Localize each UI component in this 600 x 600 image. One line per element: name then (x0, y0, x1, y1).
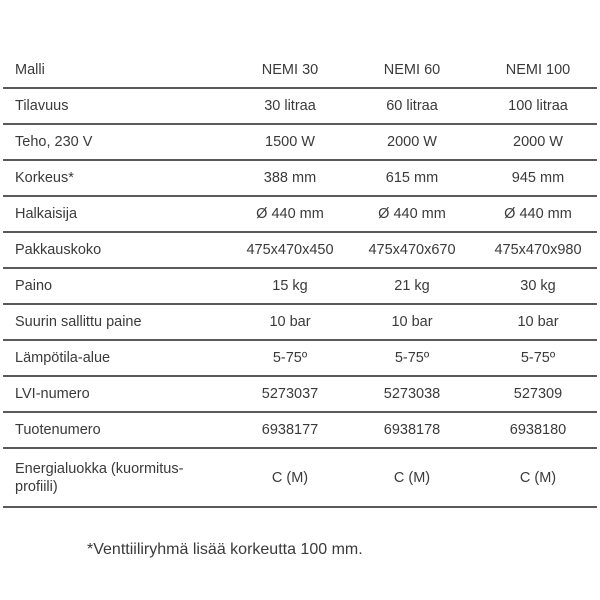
table-row (3, 341, 597, 377)
cell-3: 10 bar (517, 314, 559, 330)
row-label: Pakkauskoko (15, 242, 102, 258)
cell-1: 6938177 (261, 422, 319, 438)
table-row (3, 449, 597, 508)
table-row (3, 413, 597, 449)
cell-1: 15 kg (272, 278, 308, 294)
cell-2: 6938178 (383, 422, 441, 438)
row-label: Tilavuus (15, 98, 69, 114)
cell-2: 2000 W (387, 134, 437, 150)
cell-2: 475x470x670 (368, 242, 456, 258)
cell-1: 475x470x450 (246, 242, 334, 258)
spec-table (3, 53, 597, 508)
row-label: LVI-numero (15, 386, 90, 402)
row-label: Halkaisija (15, 206, 78, 222)
cell-1: 388 mm (263, 170, 317, 186)
table-row (3, 269, 597, 305)
cell-3: 30 kg (520, 278, 556, 294)
cell-3: 527309 (513, 386, 563, 402)
row-label: Suurin sallittu paine (15, 314, 142, 330)
cell-2: Ø 440 mm (378, 206, 446, 222)
table-row (3, 305, 597, 341)
cell-3: 475x470x980 (494, 242, 582, 258)
table-row (3, 233, 597, 269)
row-label: Malli (15, 62, 45, 78)
cell-1: NEMI 30 (261, 62, 319, 78)
cell-2: 5-75º (394, 350, 430, 366)
row-label: Tuotenumero (15, 422, 101, 438)
cell-1: C (M) (271, 469, 309, 486)
row-label: Paino (15, 278, 53, 294)
cell-1: 5273037 (261, 386, 319, 402)
cell-2: 5273038 (383, 386, 441, 402)
cell-1: Ø 440 mm (256, 206, 324, 222)
cell-2: 615 mm (385, 170, 439, 186)
header-row (3, 53, 597, 89)
cell-3: C (M) (519, 469, 557, 486)
cell-2: 60 litraa (386, 98, 438, 114)
row-label: Energialuokka (kuormitus-profiili) (15, 460, 184, 495)
cell-3: 945 mm (511, 170, 565, 186)
footnote: *Venttiiliryhmä lisää korkeutta 100 mm. (87, 541, 363, 558)
cell-1: 1500 W (265, 134, 315, 150)
table-row (3, 161, 597, 197)
row-label: Teho, 230 V (15, 134, 93, 150)
cell-3: NEMI 100 (505, 62, 571, 78)
cell-1: 5-75º (272, 350, 308, 366)
cell-2: NEMI 60 (383, 62, 441, 78)
cell-3: Ø 440 mm (504, 206, 572, 222)
cell-3: 5-75º (520, 350, 556, 366)
row-label: Korkeus* (15, 170, 74, 186)
cell-2: C (M) (393, 469, 431, 486)
cell-3: 2000 W (513, 134, 563, 150)
table-row (3, 377, 597, 413)
cell-3: 6938180 (509, 422, 567, 438)
cell-1: 30 litraa (264, 98, 316, 114)
cell-1: 10 bar (269, 314, 311, 330)
cell-3: 100 litraa (508, 98, 568, 114)
row-label: Lämpötila-alue (15, 350, 111, 366)
table-row (3, 125, 597, 161)
table-row (3, 197, 597, 233)
table-row (3, 89, 597, 125)
cell-2: 21 kg (394, 278, 430, 294)
cell-2: 10 bar (391, 314, 433, 330)
